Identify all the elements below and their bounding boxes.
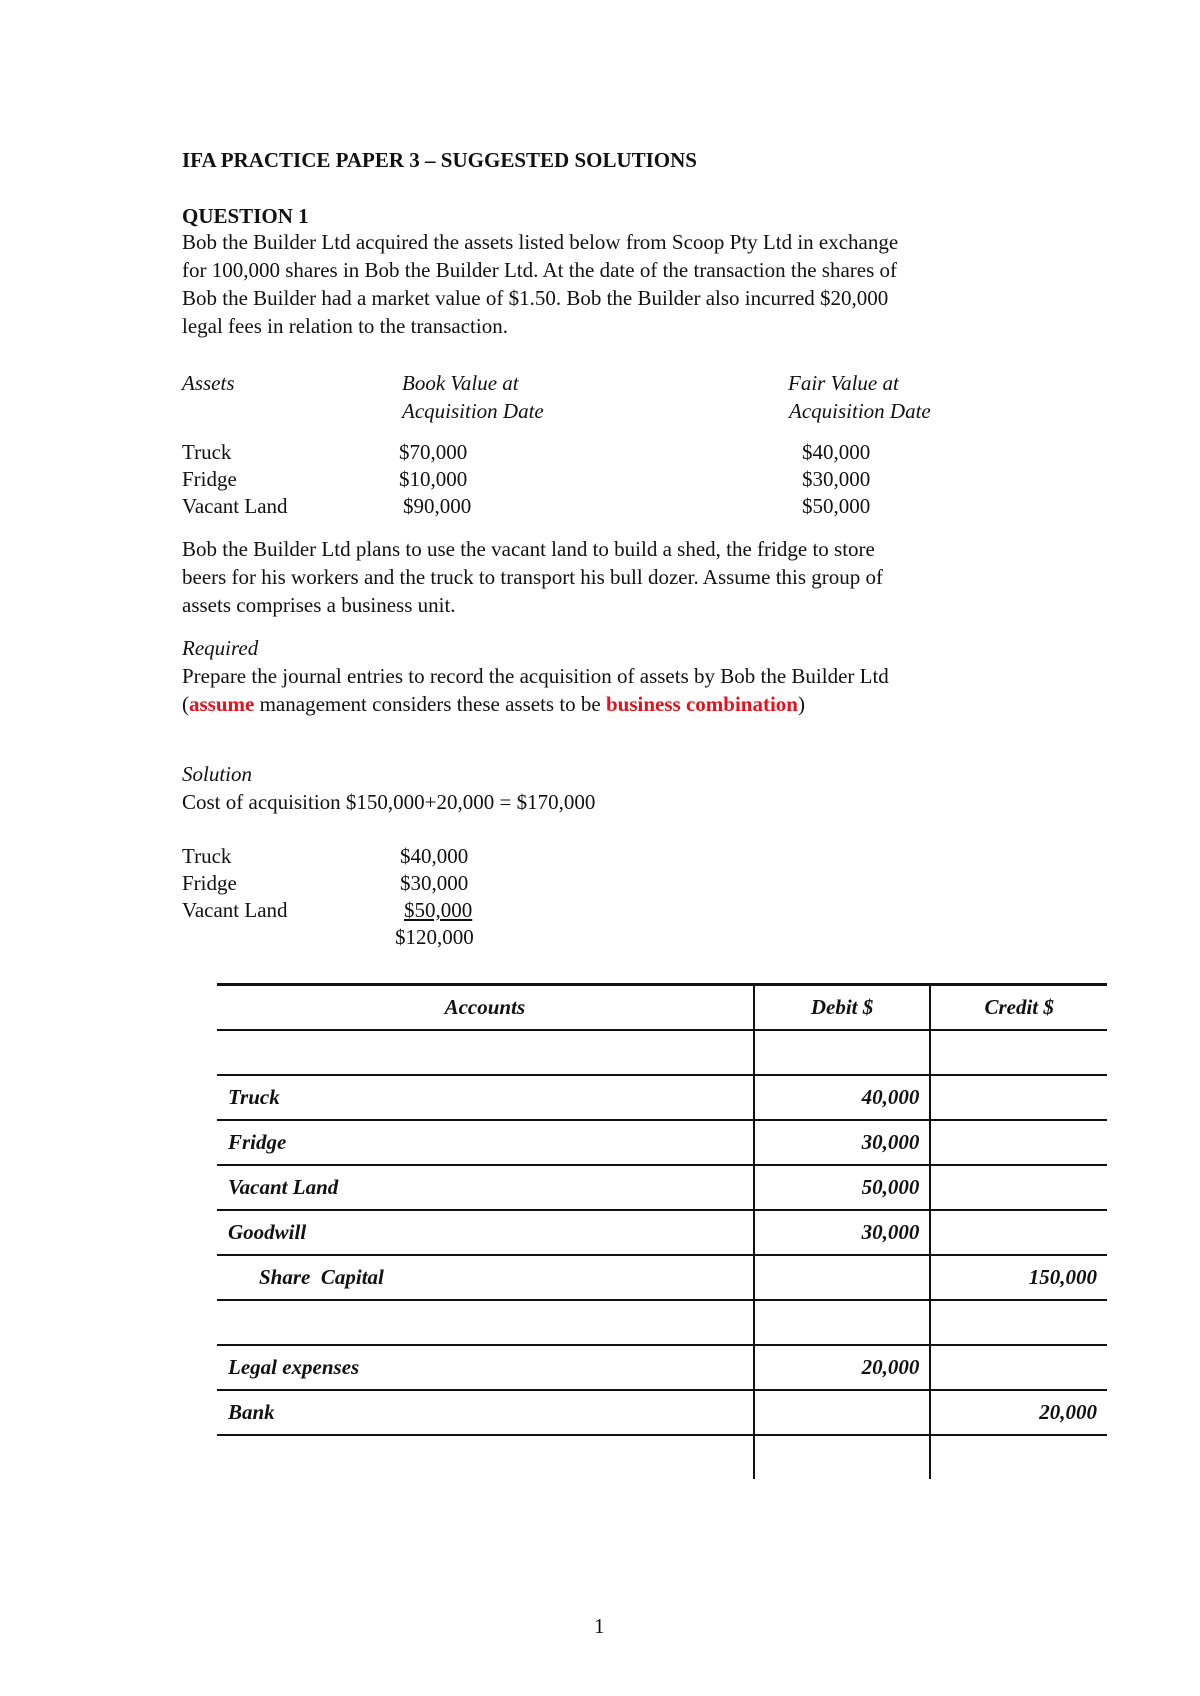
journal-credit (930, 1300, 1107, 1345)
fv-asset-name: Truck (182, 844, 232, 868)
asset-name: Vacant Land (182, 494, 288, 518)
required-line: Prepare the journal entries to record the acquisition of assets by Bob the Builder Ltd (182, 664, 889, 688)
journal-credit (930, 1435, 1107, 1479)
journal-account: Vacant Land (217, 1165, 754, 1210)
journal-debit (754, 1300, 931, 1345)
journal-account: Share Capital (217, 1255, 754, 1300)
asset-fair-value: $50,000 (802, 494, 871, 518)
paren-close: ) (797, 692, 805, 716)
assets-header-book-date: Acquisition Date (402, 399, 544, 423)
journal-header-credit: Credit $ (930, 985, 1107, 1031)
journal-header-debit: Debit $ (754, 985, 931, 1031)
journal-debit (754, 1435, 931, 1479)
assets-header-row (182, 371, 1082, 399)
journal-debit (754, 1030, 931, 1075)
question-heading: QUESTION 1 (182, 204, 309, 228)
fair-value-total-row (182, 925, 1082, 953)
journal-header-accounts: Accounts (217, 985, 754, 1031)
intro-line: Bob the Builder Ltd acquired the assets listed below from Scoop Pty Ltd in exchange (182, 230, 899, 254)
plan-line: Bob the Builder Ltd plans to use the vacant land to build a shed, the fridge to store (182, 537, 875, 561)
journal-credit (930, 1120, 1107, 1165)
journal-credit (930, 1345, 1107, 1390)
asset-fair-value: $40,000 (802, 440, 871, 464)
journal-credit (930, 1165, 1107, 1210)
plan-paragraph (182, 535, 1042, 619)
fv-total: $120,000 (395, 925, 474, 949)
intro-line: Bob the Builder had a market value of $1.50. Bob the Builder also incurred $20,000 (182, 286, 889, 310)
fv-asset-value: $30,000 (400, 871, 469, 895)
fv-asset-value: $50,000 (404, 898, 473, 922)
assets-row-truck (182, 440, 1082, 468)
fv-asset-value: $40,000 (400, 844, 469, 868)
intro-paragraph (182, 228, 1042, 340)
journal-row (217, 1075, 1107, 1120)
journal-account: Fridge (217, 1120, 754, 1165)
fv-asset-name: Vacant Land (182, 898, 288, 922)
assets-header-row-2 (182, 399, 1082, 427)
journal-debit: 20,000 (754, 1345, 931, 1390)
journal-credit (930, 1030, 1107, 1075)
journal-debit: 30,000 (754, 1210, 931, 1255)
journal-account: Goodwill (217, 1210, 754, 1255)
assets-header-fair: Fair Value at (788, 371, 899, 395)
page-number: 1 (594, 1614, 605, 1638)
fair-value-truck (182, 844, 1082, 872)
asset-book-value: $90,000 (403, 494, 472, 518)
journal-account: Truck (217, 1075, 754, 1120)
journal-entries-table (217, 983, 1107, 1479)
journal-debit (754, 1255, 931, 1300)
journal-row (217, 1165, 1107, 1210)
journal-row (217, 1255, 1107, 1300)
journal-debit: 40,000 (754, 1075, 931, 1120)
journal-credit (930, 1075, 1107, 1120)
journal-account (217, 1300, 754, 1345)
document-title: IFA PRACTICE PAPER 3 – SUGGESTED SOLUTIONS (182, 148, 697, 172)
assets-header-assets: Assets (182, 371, 235, 395)
journal-credit: 150,000 (930, 1255, 1107, 1300)
cost-of-acquisition: Cost of acquisition $150,000+20,000 = $170,000 (182, 790, 596, 814)
journal-row (217, 1435, 1107, 1479)
plan-line: assets comprises a business unit. (182, 593, 456, 617)
journal-row (217, 1345, 1107, 1390)
asset-fair-value: $30,000 (802, 467, 871, 491)
journal-credit: 20,000 (930, 1390, 1107, 1435)
journal-row (217, 1120, 1107, 1165)
fv-asset-name: Fridge (182, 871, 237, 895)
journal-row (217, 1300, 1107, 1345)
journal-credit (930, 1210, 1107, 1255)
business-combination-highlight: business combination (606, 692, 798, 716)
journal-account (217, 1030, 754, 1075)
plan-line: beers for his workers and the truck to transport his bull dozer. Assume this group of (182, 565, 884, 589)
required-line-2 (182, 690, 1042, 718)
asset-book-value: $70,000 (399, 440, 468, 464)
intro-line: for 100,000 shares in Bob the Builder Ltd. At the date of the transaction the shares of (182, 258, 897, 282)
fair-value-fridge (182, 871, 1082, 899)
paren-open: ( (182, 692, 189, 716)
journal-debit: 30,000 (754, 1120, 931, 1165)
required-label: Required (182, 636, 259, 660)
assets-row-vacant-land (182, 494, 1082, 522)
assume-highlight: assume (189, 692, 255, 716)
journal-debit (754, 1390, 931, 1435)
asset-book-value: $10,000 (399, 467, 468, 491)
fair-value-vacant-land (182, 898, 1082, 926)
journal-row (217, 1210, 1107, 1255)
journal-row (217, 1030, 1107, 1075)
journal-header-row (217, 985, 1107, 1031)
asset-name: Fridge (182, 467, 237, 491)
intro-line: legal fees in relation to the transaction. (182, 314, 508, 338)
journal-account (217, 1435, 754, 1479)
solution-label: Solution (182, 762, 253, 786)
asset-name: Truck (182, 440, 232, 464)
assets-header-book: Book Value at (402, 371, 519, 395)
journal-account: Bank (217, 1390, 754, 1435)
journal-account: Legal expenses (217, 1345, 754, 1390)
journal-debit: 50,000 (754, 1165, 931, 1210)
journal-row (217, 1390, 1107, 1435)
required-middle-text: management considers these assets to be (254, 692, 606, 716)
assets-header-fair-date: Acquisition Date (789, 399, 931, 423)
assets-row-fridge (182, 467, 1082, 495)
